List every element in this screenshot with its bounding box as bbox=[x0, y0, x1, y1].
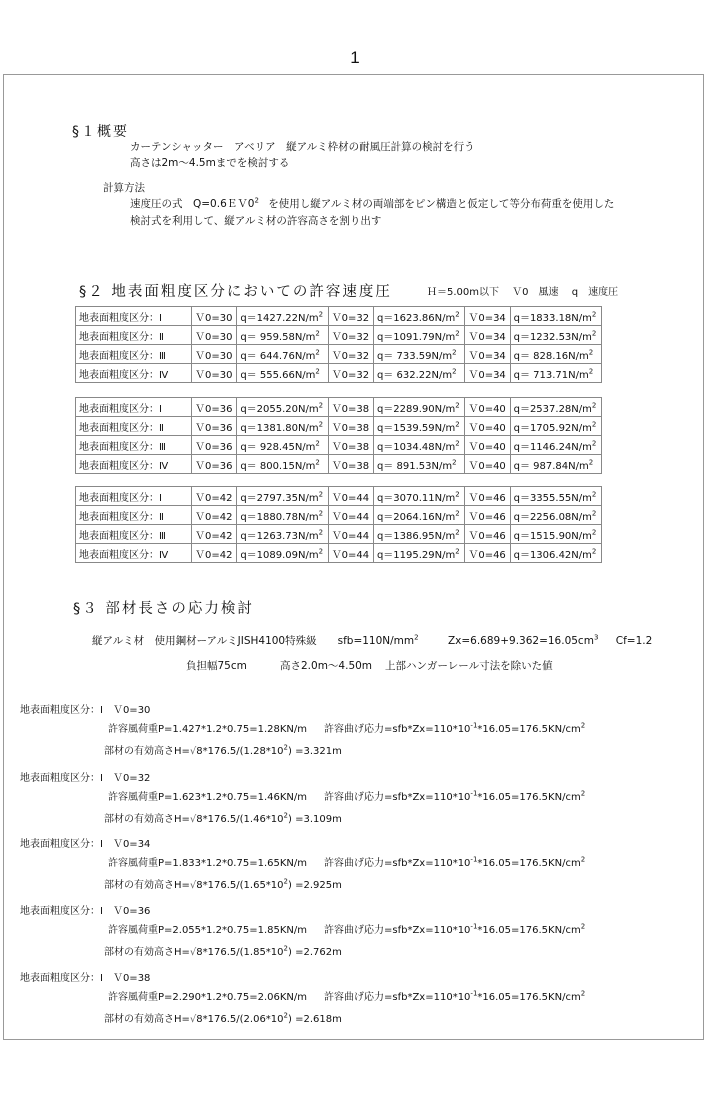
calc-height: 部材の有効高さ$H=√8*176.5/(1.85*10^2) =2.762m$ bbox=[104, 944, 342, 958]
wind-speed-cell: Ｖ0=32 bbox=[328, 307, 373, 326]
calc-load: 許容風荷重P=1.623*1.2*0.75=1.46KN/m bbox=[108, 792, 307, 803]
wind-speed-cell: Ｖ0=44 bbox=[328, 506, 373, 525]
calc-stress: 許容曲げ応力$=sfb*Zx=110*10^{-1}*16.05=176.5KN/cm^2$ bbox=[324, 721, 586, 735]
pressure-cell: $q= 928.45N/m^2$ bbox=[237, 436, 328, 455]
pressure-cell: $q=1263.73N/m^2$ bbox=[237, 525, 328, 544]
roughness-cell: 地表面粗度区分：Ⅰ bbox=[76, 398, 192, 417]
calc-head: 地表面粗度区分：Ⅰ Ｖ0=32 bbox=[20, 773, 151, 784]
roughness-cell: 地表面粗度区分：Ⅱ bbox=[76, 417, 192, 436]
s1-line2: 高さは2m～4.5mまでを検討する bbox=[130, 157, 290, 169]
method-line2: 検討式を利用して、縦アルミ材の許容高さを割り出す bbox=[130, 215, 382, 227]
pressure-cell: $q=3070.11N/m^2$ bbox=[373, 487, 464, 506]
table-row bbox=[76, 326, 602, 345]
material-spec bbox=[92, 633, 652, 648]
pressure-cell: $q=1381.80N/m^2$ bbox=[237, 417, 328, 436]
calc-height: 部材の有効高さ$H=√8*176.5/(1.46*10^2) =3.109m$ bbox=[104, 811, 342, 825]
wind-speed-cell: Ｖ0=36 bbox=[192, 417, 237, 436]
wind-speed-cell: Ｖ0=38 bbox=[328, 436, 373, 455]
table-row bbox=[76, 487, 602, 506]
pressure-cell: $q=2064.16N/m^2$ bbox=[373, 506, 464, 525]
pressure-cell: $q=1539.59N/m^2$ bbox=[373, 417, 464, 436]
table-row bbox=[76, 506, 602, 525]
roughness-cell: 地表面粗度区分：Ⅱ bbox=[76, 326, 192, 345]
material-sup: 2 bbox=[414, 633, 419, 642]
roughness-cell: 地表面粗度区分：Ⅱ bbox=[76, 506, 192, 525]
table-row bbox=[76, 455, 602, 474]
wind-speed-cell: Ｖ0=40 bbox=[465, 455, 510, 474]
pressure-cell: $q= 959.58N/m^2$ bbox=[237, 326, 328, 345]
pressure-cell: $q= 800.15N/m^2$ bbox=[237, 455, 328, 474]
wind-speed-cell: Ｖ0=44 bbox=[328, 525, 373, 544]
pressure-cell: $q=1515.90N/m^2$ bbox=[510, 525, 601, 544]
section-2-note: Ｈ＝5.00m以下 Ｖ0 風速 q 速度圧 bbox=[427, 287, 619, 298]
calc-head: 地表面粗度区分：Ⅰ Ｖ0=30 bbox=[20, 705, 151, 716]
pressure-cell: $q=1623.86N/m^2$ bbox=[373, 307, 464, 326]
pressure-cell: $q=1232.53N/m^2$ bbox=[510, 326, 601, 345]
calc-load: 許容風荷重P=1.833*1.2*0.75=1.65KN/m bbox=[108, 858, 307, 869]
wind-speed-table-2 bbox=[75, 397, 602, 474]
sqrt-icon: √ bbox=[189, 814, 197, 825]
sqrt-icon: √ bbox=[189, 746, 197, 757]
wind-speed-cell: Ｖ0=30 bbox=[192, 326, 237, 345]
section-3-title: §３ 部材長さの応力検討 bbox=[73, 601, 254, 617]
pressure-cell: $q=1833.18N/m^2$ bbox=[510, 307, 601, 326]
wind-speed-table-3 bbox=[75, 486, 602, 563]
pressure-cell: $q=2256.08N/m^2$ bbox=[510, 506, 601, 525]
pressure-cell: $q= 987.84N/m^2$ bbox=[510, 455, 601, 474]
method-desc: を使用し縦アルミ材の両端部をピン構造と仮定して等分布荷重を使用した bbox=[268, 198, 615, 210]
table-row bbox=[76, 398, 602, 417]
calc-head: 地表面粗度区分：Ⅰ Ｖ0=34 bbox=[20, 839, 151, 850]
wind-speed-cell: Ｖ0=36 bbox=[192, 455, 237, 474]
roughness-cell: 地表面粗度区分：Ⅳ bbox=[76, 544, 192, 563]
pressure-cell: $q=1034.48N/m^2$ bbox=[373, 436, 464, 455]
pressure-cell: $q=1880.78N/m^2$ bbox=[237, 506, 328, 525]
wind-speed-cell: Ｖ0=30 bbox=[192, 364, 237, 383]
wind-speed-cell: Ｖ0=34 bbox=[465, 345, 510, 364]
pressure-cell: $q=1705.92N/m^2$ bbox=[510, 417, 601, 436]
wind-speed-cell: Ｖ0=32 bbox=[328, 364, 373, 383]
height-range: 高さ2.0m～4.50m bbox=[280, 660, 373, 672]
table-row bbox=[76, 544, 602, 563]
wind-speed-cell: Ｖ0=40 bbox=[465, 398, 510, 417]
wind-speed-cell: Ｖ0=42 bbox=[192, 506, 237, 525]
calc-head: 地表面粗度区分：Ⅰ Ｖ0=36 bbox=[20, 906, 151, 917]
page-number: 1 bbox=[350, 48, 360, 67]
pressure-cell: $q=1386.95N/m^2$ bbox=[373, 525, 464, 544]
sqrt-icon: √ bbox=[189, 947, 197, 958]
wind-speed-cell: Ｖ0=38 bbox=[328, 398, 373, 417]
pressure-cell: $q=2797.35N/m^2$ bbox=[237, 487, 328, 506]
calc-load: 許容風荷重P=2.290*1.2*0.75=2.06KN/m bbox=[108, 992, 307, 1003]
table-row bbox=[76, 345, 602, 364]
pressure-cell: $q= 632.22N/m^2$ bbox=[373, 364, 464, 383]
pressure-cell: $q=2289.90N/m^2$ bbox=[373, 398, 464, 417]
pressure-cell: $q=1427.22N/m^2$ bbox=[237, 307, 328, 326]
wind-speed-cell: Ｖ0=34 bbox=[465, 364, 510, 383]
wind-speed-cell: Ｖ0=36 bbox=[192, 398, 237, 417]
calc-load: 許容風荷重P=1.427*1.2*0.75=1.28KN/m bbox=[108, 724, 307, 735]
calc-stress: 許容曲げ応力$=sfb*Zx=110*10^{-1}*16.05=176.5KN/cm^2$ bbox=[324, 922, 586, 936]
wind-speed-cell: Ｖ0=40 bbox=[465, 417, 510, 436]
wind-speed-cell: Ｖ0=34 bbox=[465, 307, 510, 326]
wind-speed-cell: Ｖ0=34 bbox=[465, 326, 510, 345]
cf-text: Cf=1.2 bbox=[615, 635, 653, 647]
pressure-cell: $q=3355.55N/m^2$ bbox=[510, 487, 601, 506]
wind-speed-cell: Ｖ0=42 bbox=[192, 487, 237, 506]
method-sup: 2 bbox=[254, 196, 259, 205]
wind-speed-cell: Ｖ0=42 bbox=[192, 525, 237, 544]
pressure-cell: $q= 828.16N/m^2$ bbox=[510, 345, 601, 364]
method-label: 計算方法 bbox=[103, 182, 145, 194]
calc-load: 許容風荷重P=2.055*1.2*0.75=1.85KN/m bbox=[108, 925, 307, 936]
calc-stress: 許容曲げ応力$=sfb*Zx=110*10^{-1}*16.05=176.5KN/cm^2$ bbox=[324, 989, 586, 1003]
wind-speed-cell: Ｖ0=30 bbox=[192, 307, 237, 326]
roughness-cell: 地表面粗度区分：Ⅲ bbox=[76, 345, 192, 364]
wind-speed-table-1 bbox=[75, 306, 602, 383]
wind-speed-cell: Ｖ0=44 bbox=[328, 487, 373, 506]
calc-height: 部材の有効高さ$H=√8*176.5/(1.65*10^2) =2.925m$ bbox=[104, 877, 342, 891]
pressure-cell: $q= 733.59N/m^2$ bbox=[373, 345, 464, 364]
calc-stress: 許容曲げ応力$=sfb*Zx=110*10^{-1}*16.05=176.5KN/cm^2$ bbox=[324, 789, 586, 803]
wind-speed-cell: Ｖ0=44 bbox=[328, 544, 373, 563]
pressure-cell: $q=1195.29N/m^2$ bbox=[373, 544, 464, 563]
wind-speed-cell: Ｖ0=32 bbox=[328, 326, 373, 345]
sqrt-icon: √ bbox=[189, 1014, 197, 1025]
wind-speed-cell: Ｖ0=30 bbox=[192, 345, 237, 364]
rail-note: 上部ハンガーレール寸法を除いた値 bbox=[385, 660, 553, 672]
calc-height: 部材の有効高さ$H=√8*176.5/(2.06*10^2) =2.618m$ bbox=[104, 1011, 342, 1025]
method-line1 bbox=[130, 196, 614, 211]
pressure-cell: $q= 555.66N/m^2$ bbox=[237, 364, 328, 383]
zx-sup: 3 bbox=[593, 633, 599, 642]
section-1-title: §１概要 bbox=[72, 124, 129, 140]
zx-text: Zx=6.689+9.362=16.05cm bbox=[447, 635, 594, 647]
table-row bbox=[76, 417, 602, 436]
roughness-cell: 地表面粗度区分：Ⅳ bbox=[76, 364, 192, 383]
burden-width: 負担幅75cm bbox=[186, 660, 247, 672]
wind-speed-cell: Ｖ0=46 bbox=[465, 544, 510, 563]
roughness-cell: 地表面粗度区分：Ⅲ bbox=[76, 525, 192, 544]
table-row bbox=[76, 364, 602, 383]
pressure-cell: $q=1306.42N/m^2$ bbox=[510, 544, 601, 563]
wind-speed-cell: Ｖ0=42 bbox=[192, 544, 237, 563]
wind-speed-cell: Ｖ0=32 bbox=[328, 345, 373, 364]
method-formula: 速度圧の式 Q=0.6ＥＶ0 bbox=[130, 198, 255, 210]
pressure-cell: $q=2537.28N/m^2$ bbox=[510, 398, 601, 417]
table-row bbox=[76, 436, 602, 455]
pressure-cell: $q= 644.76N/m^2$ bbox=[237, 345, 328, 364]
wind-speed-cell: Ｖ0=46 bbox=[465, 525, 510, 544]
pressure-cell: $q=1146.24N/m^2$ bbox=[510, 436, 601, 455]
calc-stress: 許容曲げ応力$=sfb*Zx=110*10^{-1}*16.05=176.5KN/cm^2$ bbox=[324, 855, 586, 869]
roughness-cell: 地表面粗度区分：Ⅰ bbox=[76, 307, 192, 326]
calc-head: 地表面粗度区分：Ⅰ Ｖ0=38 bbox=[20, 973, 151, 984]
wind-speed-cell: Ｖ0=38 bbox=[328, 417, 373, 436]
wind-speed-cell: Ｖ0=46 bbox=[465, 487, 510, 506]
pressure-cell: $q=1091.79N/m^2$ bbox=[373, 326, 464, 345]
roughness-cell: 地表面粗度区分：Ⅲ bbox=[76, 436, 192, 455]
wind-speed-cell: Ｖ0=38 bbox=[328, 455, 373, 474]
pressure-cell: $q=2055.20N/m^2$ bbox=[237, 398, 328, 417]
material-text: 縦アルミ材 使用鋼材ーアルミJISH4100特殊級 sfb=110N/mm bbox=[92, 635, 415, 647]
pressure-cell: $q=1089.09N/m^2$ bbox=[237, 544, 328, 563]
wind-speed-cell: Ｖ0=36 bbox=[192, 436, 237, 455]
pressure-cell: $q= 713.71N/m^2$ bbox=[510, 364, 601, 383]
calc-height: 部材の有効高さ$H=√8*176.5/(1.28*10^2) =3.321m$ bbox=[104, 743, 342, 757]
roughness-cell: 地表面粗度区分：Ⅰ bbox=[76, 487, 192, 506]
table-row bbox=[76, 307, 602, 326]
pressure-cell: $q= 891.53N/m^2$ bbox=[373, 455, 464, 474]
wind-speed-cell: Ｖ0=46 bbox=[465, 506, 510, 525]
table-row bbox=[76, 525, 602, 544]
section-2-title: §２ 地表面粗度区分においての許容速度圧 bbox=[79, 284, 392, 300]
wind-speed-cell: Ｖ0=40 bbox=[465, 436, 510, 455]
roughness-cell: 地表面粗度区分：Ⅳ bbox=[76, 455, 192, 474]
s1-line1: カーテンシャッター アベリア 縦アルミ枠材の耐風圧計算の検討を行う bbox=[130, 141, 475, 153]
sqrt-icon: √ bbox=[189, 880, 197, 891]
